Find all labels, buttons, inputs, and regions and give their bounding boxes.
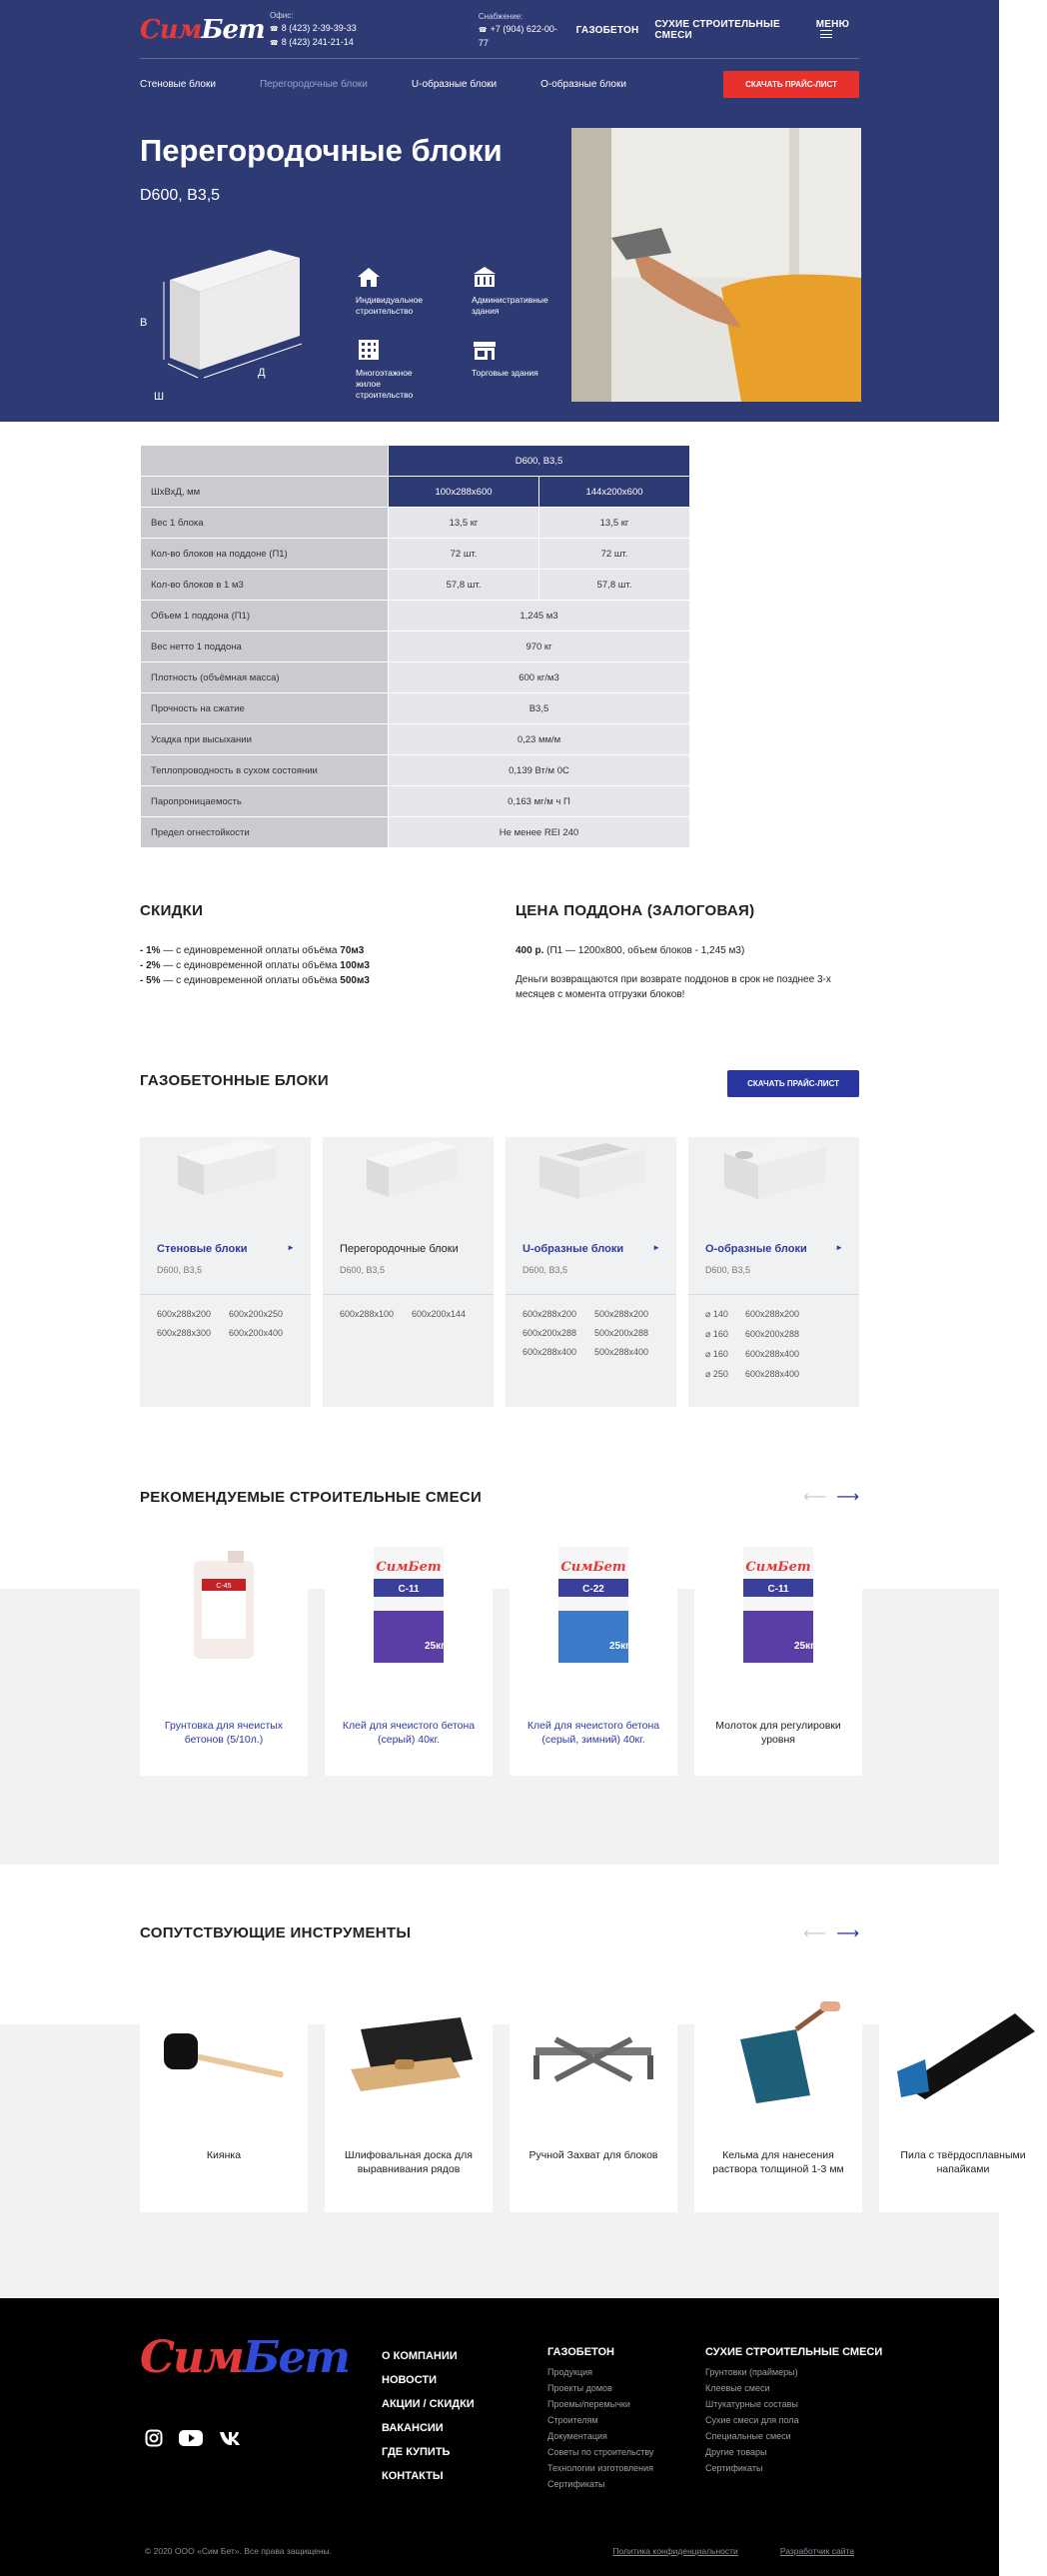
footer-link[interactable]: Штукатурные составы (705, 2399, 798, 2409)
page-subtitle: D600, В3,5 (140, 187, 221, 204)
spec-value: В3,5 (389, 693, 690, 724)
supply-phone[interactable]: ☎ +7 (904) 622-00-77 (479, 23, 558, 49)
logo-part1: Сим (140, 15, 202, 45)
spec-key: Прочность на сжатие (141, 693, 389, 724)
diameter: 160 (712, 1349, 728, 1359)
feature-individual (356, 265, 436, 317)
subnav (140, 58, 859, 110)
subnav-wall-blocks[interactable]: Стеновые блоки (140, 79, 216, 90)
spec-key: Объем 1 поддона (П1) (141, 601, 389, 632)
tool-name[interactable]: Ручной Захват для блоков (528, 2149, 658, 2161)
glue-bag-image (339, 1541, 479, 1671)
divider (688, 1294, 859, 1295)
page-title: Перегородочные блоки (140, 133, 503, 168)
instagram-icon[interactable] (145, 2429, 163, 2447)
discounts-list (140, 943, 370, 988)
footer-link-promo[interactable]: АКЦИИ / СКИДКИ (382, 2398, 475, 2410)
size: 500х288х200 (594, 1309, 649, 1319)
block-cards (140, 1137, 859, 1407)
house-icon (356, 265, 382, 289)
table-row (141, 632, 690, 662)
table-row (141, 724, 690, 755)
download-price-button-2[interactable]: СКАЧАТЬ ПРАЙС-ЛИСТ (727, 1070, 859, 1097)
footer-link[interactable]: Проекты домов (547, 2383, 612, 2393)
diameter: 250 (712, 1369, 728, 1379)
feature-label: Многоэтажное жилое строительство (356, 368, 414, 400)
tool-cards (140, 2024, 1047, 2212)
o-block-image (688, 1125, 859, 1220)
card-sub: D600, В3,5 (705, 1265, 751, 1275)
divider (506, 1294, 676, 1295)
privacy-link[interactable]: Политика конфиденциальности (612, 2546, 738, 2556)
bag-brand: СимБет (560, 1560, 626, 1575)
partition-block-image (323, 1125, 494, 1220)
footer-link-about[interactable]: О КОМПАНИИ (382, 2350, 458, 2362)
card-name[interactable]: Стеновые блоки (157, 1243, 248, 1255)
spec-key: Предел огнестойкости (141, 817, 389, 848)
diameter: 160 (712, 1329, 728, 1339)
table-row (141, 570, 690, 601)
block-card-wall[interactable] (140, 1137, 311, 1407)
notched-trowel-image (700, 1999, 856, 2109)
spec-value: 57,8 шт. (389, 570, 539, 601)
winter-glue-bag-image (524, 1541, 663, 1671)
office-phone-2[interactable]: ☎ 8 (423) 241-21-14 (270, 36, 354, 50)
card-sub: D600, В3,5 (157, 1265, 203, 1275)
wall-block-image (140, 1125, 311, 1220)
feature-label: Торговые здания (472, 368, 538, 378)
size: 600х288х300 (157, 1328, 212, 1338)
footer-link[interactable]: Грунтовки (праймеры) (705, 2367, 798, 2377)
bag-image (708, 1541, 848, 1671)
footer-link[interactable]: Сертификаты (705, 2463, 763, 2473)
spec-value: 0,23 мм/м (389, 724, 690, 755)
footer-link[interactable]: Документация (547, 2431, 607, 2441)
footer-mix-title[interactable]: СУХИЕ СТРОИТЕЛЬНЫЕ СМЕСИ (705, 2346, 883, 2358)
mixes-slider-arrows (803, 1487, 859, 1507)
mix-card[interactable] (694, 1541, 862, 1776)
size: 600х288х100 (340, 1309, 395, 1319)
footer-link[interactable]: Продукция (547, 2367, 593, 2377)
table-row (141, 817, 690, 848)
block-grip-image (516, 1999, 671, 2109)
feature-retail (472, 338, 551, 379)
size: 600х288х400 (745, 1369, 800, 1379)
spec-key: Усадка при высыхании (141, 724, 389, 755)
discount-volume: 500м3 (340, 975, 370, 986)
divider (140, 1294, 311, 1295)
nav-menu-label: МЕНЮ (815, 19, 850, 30)
dim-height-label: В (140, 317, 148, 329)
footer-mix-col (705, 2344, 882, 2476)
supply-label: Снабжение: (478, 11, 524, 21)
spec-value: Не менее REI 240 (389, 817, 690, 848)
office-label: Офис: (270, 11, 294, 20)
top-nav (576, 19, 859, 41)
mix-card[interactable] (140, 1541, 308, 1776)
table-row (141, 693, 690, 724)
tool-name[interactable]: Кельма для нанесения раствора толщиной 1-3 мм (712, 2149, 844, 2175)
bag-weight: 25кг (609, 1641, 630, 1652)
size: ⌀ 250 (705, 1369, 728, 1379)
spec-key: Плотность (объёмная масса) (141, 662, 389, 693)
bag-label: С-22 (582, 1584, 604, 1595)
nav-dry-mixes[interactable]: СУХИЕ СТРОИТЕЛЬНЫЕ СМЕСИ (654, 19, 780, 41)
dim-length-label: Д (258, 367, 266, 379)
office-contacts (270, 10, 461, 50)
divider (323, 1294, 494, 1295)
size: ⌀ 160 (705, 1349, 728, 1359)
mallet-image (146, 1999, 302, 2109)
size: 600х200х288 (523, 1328, 577, 1338)
spec-key: ШхВхД, мм (141, 477, 389, 508)
mix-name[interactable]: Клей для ячеистого бетона (серый, зимний) 40кг. (526, 1720, 660, 1746)
spec-value: 970 кг (389, 632, 690, 662)
spec-key: Паропроницаемость (141, 786, 389, 817)
card-sizes (340, 1309, 484, 1319)
arrow-right-icon[interactable]: ► (835, 1243, 843, 1252)
footer-link[interactable]: Советы по строительству (547, 2447, 654, 2457)
footer (0, 2298, 999, 2576)
pallet-note: Деньги возвращаются при возврате поддонов в срок не позднее 3-х месяцев с момента отгрузки блоков! (516, 974, 831, 1000)
spec-value: 600 кг/м3 (389, 662, 690, 693)
spec-key: Кол-во блоков на поддоне (П1) (141, 539, 389, 570)
spec-value: 1,245 м3 (389, 601, 690, 632)
discount-text: — с единовременной оплаты объёма (160, 975, 341, 986)
spec-key: Теплопроводность в сухом состоянии (141, 755, 389, 786)
bag-weight: 25кг (425, 1641, 446, 1652)
canister-label: С-45 (216, 1583, 232, 1590)
feature-admin (472, 265, 551, 317)
spec-key: Кол-во блоков в 1 м3 (141, 570, 389, 601)
footer-logo[interactable] (140, 2332, 349, 2383)
feature-label: Индивидуальное строительство (356, 295, 424, 316)
subnav-partition-blocks[interactable]: Перегородочные блоки (259, 79, 368, 90)
footer-link[interactable]: Специальные смеси (705, 2431, 791, 2441)
card-name[interactable]: U-образные блоки (523, 1243, 624, 1255)
footer-logo-part2: Бет (242, 2332, 349, 2383)
spec-key: Вес нетто 1 поддона (141, 632, 389, 662)
footer-menu (382, 2344, 475, 2488)
topbar (140, 12, 859, 48)
size: 600х288х200 (745, 1309, 800, 1319)
footer-link[interactable]: Сертификаты (547, 2479, 605, 2489)
block-card-o[interactable] (688, 1137, 859, 1407)
feature-label: Административные здания (472, 295, 548, 316)
spec-key: Вес 1 блока (141, 508, 389, 539)
tools-title: СОПУТСТВУЮЩИЕ ИНСТРУМЕНТЫ (140, 1925, 412, 1941)
feature-multistorey (356, 338, 436, 401)
pallet-price-note: (П1 — 1200х800, объем блоков - 1,245 м3) (543, 945, 745, 956)
card-name[interactable]: Перегородочные блоки (340, 1243, 459, 1255)
footer-bottom-links (612, 2546, 854, 2556)
arrow-left-icon[interactable]: ⟵ (803, 1489, 827, 1506)
spec-value: 13,5 кг (389, 508, 539, 539)
footer-link-contacts[interactable]: КОНТАКТЫ (382, 2470, 444, 2482)
spec-value: 72 шт. (389, 539, 539, 570)
footer-link-where-buy[interactable]: ГДЕ КУПИТЬ (382, 2446, 451, 2458)
supply-contacts (479, 11, 576, 50)
footer-link[interactable]: Клеевые смеси (705, 2383, 770, 2393)
tool-name[interactable]: Пила с твёрдосплавными напайками (900, 2149, 1026, 2175)
mix-name[interactable]: Молоток для регулировки уровня (715, 1720, 841, 1746)
subnav-u-blocks[interactable]: U-образные блоки (411, 79, 498, 90)
copyright: © 2020 ООО «Сим Бет». Все права защищены. (145, 2546, 333, 2556)
block-card-partition[interactable] (323, 1137, 494, 1407)
tool-name[interactable]: Киянка (206, 2149, 242, 2161)
size: 600х288х200 (157, 1309, 212, 1319)
size: 600х288х200 (523, 1309, 577, 1319)
primer-canister-image (154, 1541, 294, 1671)
shop-icon (472, 338, 498, 362)
table-row (141, 446, 690, 477)
spec-value: 0,163 мг/м ч П (389, 786, 690, 817)
burger-icon (820, 30, 832, 38)
footer-gaso-title[interactable]: ГАЗОБЕТОН (547, 2346, 614, 2358)
discount-volume: 100м3 (340, 960, 370, 971)
spec-value: 72 шт. (539, 539, 690, 570)
mix-name[interactable]: Грунтовка для ячеистых бетонов (5/10л.) (164, 1720, 284, 1746)
bag-brand: СимБет (376, 1560, 442, 1575)
spec-value: 57,8 шт. (539, 570, 690, 601)
social-links (145, 2429, 245, 2447)
spec-header: D600, В3,5 (389, 446, 690, 477)
apartment-building-icon (356, 338, 382, 362)
discounts-title: СКИДКИ (140, 902, 204, 919)
mix-card[interactable] (325, 1541, 493, 1776)
mix-name[interactable]: Клей для ячеистого бетона (серый) 40кг. (342, 1720, 476, 1746)
nav-gasobeton[interactable]: ГАЗОБЕТОН (575, 24, 639, 36)
discount-pct: - 5% (140, 975, 161, 986)
footer-link-vacancies[interactable]: ВАКАНСИИ (382, 2422, 444, 2434)
mix-cards (140, 1541, 862, 1776)
card-sub: D600, В3,5 (523, 1265, 568, 1275)
sanding-board-image (331, 1999, 487, 2109)
footer-link[interactable]: Сухие смеси для пола (705, 2415, 799, 2425)
arrow-right-icon[interactable]: ⟶ (836, 1489, 859, 1506)
bag-weight: 25кг (794, 1641, 815, 1652)
discount-item (140, 943, 370, 958)
size: 600х288х400 (745, 1349, 800, 1359)
table-row (141, 477, 690, 508)
mixes-title: РЕКОМЕНДУЕМЫЕ СТРОИТЕЛЬНЫЕ СМЕСИ (140, 1489, 483, 1506)
gasobeton-title: ГАЗОБЕТОННЫЕ БЛОКИ (140, 1072, 329, 1089)
table-row (141, 786, 690, 817)
footer-gaso-col (547, 2344, 653, 2492)
tool-card[interactable] (510, 2024, 677, 2212)
worker-laying-blocks-image (571, 128, 861, 402)
saw-image (885, 1999, 1041, 2109)
footer-link[interactable]: Технологии изготовления (547, 2463, 654, 2473)
size: 600х200х144 (412, 1309, 467, 1319)
discount-item (140, 958, 370, 973)
tools-slider-arrows (803, 1924, 859, 1943)
card-name[interactable]: О-образные блоки (705, 1243, 807, 1255)
diameter: 140 (712, 1309, 728, 1319)
hero (0, 0, 999, 422)
logo[interactable] (140, 10, 265, 50)
download-price-button[interactable]: СКАЧАТЬ ПРАЙС-ЛИСТ (723, 71, 859, 98)
discount-volume: 70м3 (340, 945, 365, 956)
footer-bottom (145, 2546, 854, 2556)
bag-label: С-11 (767, 1584, 789, 1595)
footer-link[interactable]: Строителям (547, 2415, 598, 2425)
card-sizes (705, 1309, 849, 1380)
developer-link[interactable]: Разработчик сайта (779, 2546, 854, 2556)
size: ⌀ 140 (705, 1309, 728, 1319)
discount-item (140, 973, 370, 988)
hero-photo (571, 128, 861, 402)
mix-card[interactable] (510, 1541, 677, 1776)
admin-building-icon (472, 265, 498, 289)
block-card-u[interactable] (506, 1137, 676, 1407)
footer-logo-part1: Сим (140, 2332, 243, 2383)
pallet-price: 400 р. (516, 945, 544, 956)
tool-name[interactable]: Шлифовальная доска для выравнивания рядов (345, 2149, 473, 2175)
size: 600х200х288 (745, 1329, 800, 1339)
arrow-left-icon[interactable]: ⟵ (803, 1926, 827, 1942)
subnav-o-blocks[interactable]: О-образные блоки (540, 79, 626, 90)
card-sizes (157, 1309, 301, 1338)
spec-header-blank (141, 446, 389, 477)
table-row (141, 601, 690, 632)
spec-table (140, 445, 690, 848)
office-phone-1[interactable]: ☎ 8 (423) 2-39-39-33 (270, 22, 357, 36)
bag-brand: СимБет (745, 1560, 811, 1575)
u-block-image (506, 1125, 676, 1220)
block-illustration (140, 240, 360, 405)
pallet-title: ЦЕНА ПОДДОНА (ЗАЛОГОВАЯ) (516, 902, 755, 919)
discount-text: — с единовременной оплаты объёма (160, 945, 341, 956)
arrow-right-icon[interactable]: ► (652, 1243, 660, 1252)
footer-link-news[interactable]: НОВОСТИ (382, 2374, 438, 2386)
size: 500х288х400 (594, 1347, 649, 1357)
arrow-right-icon[interactable]: ⟶ (836, 1926, 859, 1942)
discount-pct: - 2% (140, 960, 161, 971)
spec-dim-b: 144х200х600 (539, 477, 690, 508)
card-sizes (523, 1309, 666, 1357)
table-row (141, 755, 690, 786)
vk-icon[interactable] (219, 2430, 245, 2446)
spec-value: 0,139 Вт/м 0С (389, 755, 690, 786)
tool-card[interactable] (879, 2024, 1047, 2212)
tool-card[interactable] (325, 2024, 493, 2212)
pallet-text (516, 943, 865, 1002)
nav-menu[interactable] (816, 19, 859, 41)
table-row (141, 508, 690, 539)
size: 500х200х288 (594, 1328, 649, 1338)
footer-link[interactable]: Проемы/перемычки (547, 2399, 630, 2409)
youtube-icon[interactable] (179, 2429, 203, 2447)
bag-label: С-11 (398, 1584, 420, 1595)
spec-value: 13,5 кг (539, 508, 690, 539)
tool-card[interactable] (140, 2024, 308, 2212)
discount-pct: - 1% (140, 945, 161, 956)
size: ⌀ 160 (705, 1329, 728, 1339)
spec-dim-a: 100х288х600 (389, 477, 539, 508)
table-row (141, 662, 690, 693)
table-row (141, 539, 690, 570)
logo-part2: Бет (201, 15, 265, 45)
footer-link[interactable]: Другие товары (705, 2447, 767, 2457)
discount-text: — с единовременной оплаты объёма (160, 960, 341, 971)
dim-width-label: Ш (154, 391, 165, 403)
tool-card[interactable] (694, 2024, 862, 2212)
arrow-right-icon[interactable]: ► (287, 1243, 295, 1252)
size: 600х288х400 (523, 1347, 577, 1357)
size: 600х200х250 (229, 1309, 284, 1319)
card-sub: D600, В3,5 (340, 1265, 386, 1275)
size: 600х200х400 (229, 1328, 284, 1338)
